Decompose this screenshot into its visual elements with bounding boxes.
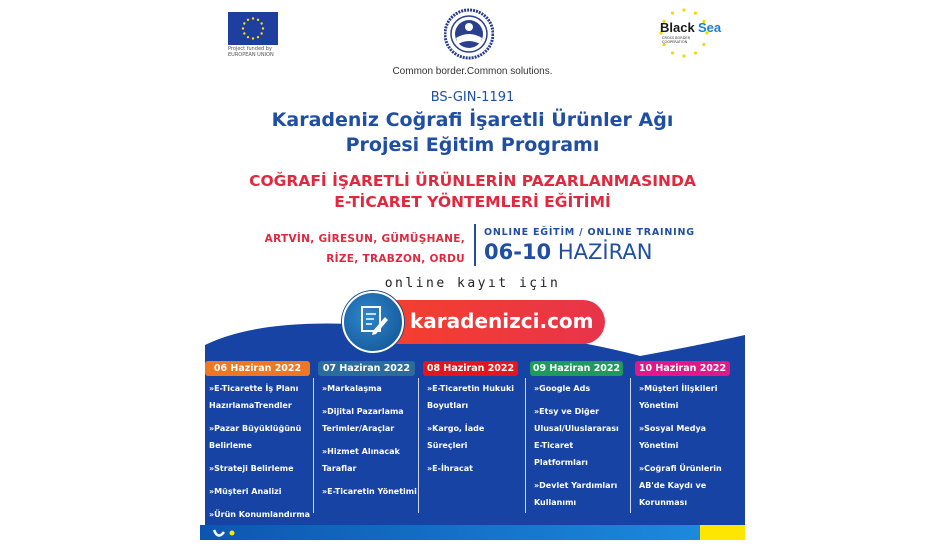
cities: ARTVİN, GİRESUN, GÜMÜŞHANE, RİZE, TRABZON, ORDU [264,233,465,265]
topic-item: »Müşteri İlişkileri Yönetimi [639,384,718,410]
day-topics-1 [209,380,312,529]
title-line-1: Karadeniz Coğrafi İşaretli Ürünler Ağı [271,109,674,131]
topic-item: »Müşteri Analizi [209,487,282,496]
register-label: online kayıt için [384,276,561,291]
register-icon-circle [342,291,404,353]
topic-item: »E-Ticarette İş Planı HazırlamaTrendler [209,384,299,410]
topic-item: »Strateji Belirleme [209,464,294,473]
topic-item: »E-Ticaretin Yönetimi [322,487,417,496]
footer-strip [200,525,745,540]
tagline: Common border.Common solutions. [392,66,553,77]
topic-item: »Coğrafi Ürünlerin AB'de Kaydı ve Korunması [639,464,722,507]
topic-item: »Dijital Pazarlama Terimler/Araçlar [322,407,404,433]
topic-item: »Pazar Büyüklüğünü Belirleme [209,424,302,450]
day-topics-5 [639,380,732,517]
topic-item: »Kargo, İade Süreçleri [427,424,485,450]
day-header-4: 09 Haziran 2022 [530,361,623,376]
register-link-button[interactable]: karadenizci.com [360,300,605,344]
subtitle-line-2: E-TİCARET YÖNTEMLERİ EĞİTİMİ [334,193,611,211]
topic-item: »Etsy ve Diğer Ulusal/Uluslararası E-Ticaret Platformları [534,407,619,467]
topic-item: »Devlet Yardımları Kullanımı [534,481,618,507]
title-line-2: Projesi Eğitim Programı [345,134,600,156]
training-dates: 06-10 HAZİRAN [484,240,653,264]
topic-item: »Markalaşma [322,384,382,393]
footer-yellow-block [700,525,745,540]
day-topics-3 [427,380,520,483]
column-divider [630,378,631,513]
topic-item: »Sosyal Medya Yönetimi [639,424,707,450]
day-topics-2 [322,380,417,506]
topic-item: »E-Ticaretin Hukuki Boyutları [427,384,515,410]
column-divider [418,378,419,513]
project-code: BS-GIN-1191 [430,90,515,105]
day-header-1: 06 Haziran 2022 [205,361,310,376]
subtitle-line-1: COĞRAFİ İŞARETLİ ÜRÜNLERİN PAZARLANMASINDA [249,172,696,190]
black-sea-logo: Black Sea CROSS BORDER COOPERATION [646,8,726,58]
form-edit-icon [344,293,402,351]
column-divider [525,378,526,513]
footer-logo-icon [212,526,252,540]
topic-item: »Google Ads [534,384,591,393]
day-header-5: 10 Haziran 2022 [635,361,730,376]
topic-item: »Hizmet Alınacak Taraflar [322,447,400,473]
topic-item: »Ürün Konumlandırma [209,510,311,519]
online-label: ONLINE EĞİTİM / ONLINE TRAINING [484,227,695,238]
day-header-2: 07 Haziran 2022 [318,361,415,376]
eu-caption: Project funded by EUROPEAN UNION [228,46,274,58]
topic-item: »E-İhracat [427,464,473,473]
day-header-3: 08 Haziran 2022 [423,361,518,376]
column-divider [313,378,314,513]
day-topics-4 [534,380,625,517]
poster [200,0,745,552]
